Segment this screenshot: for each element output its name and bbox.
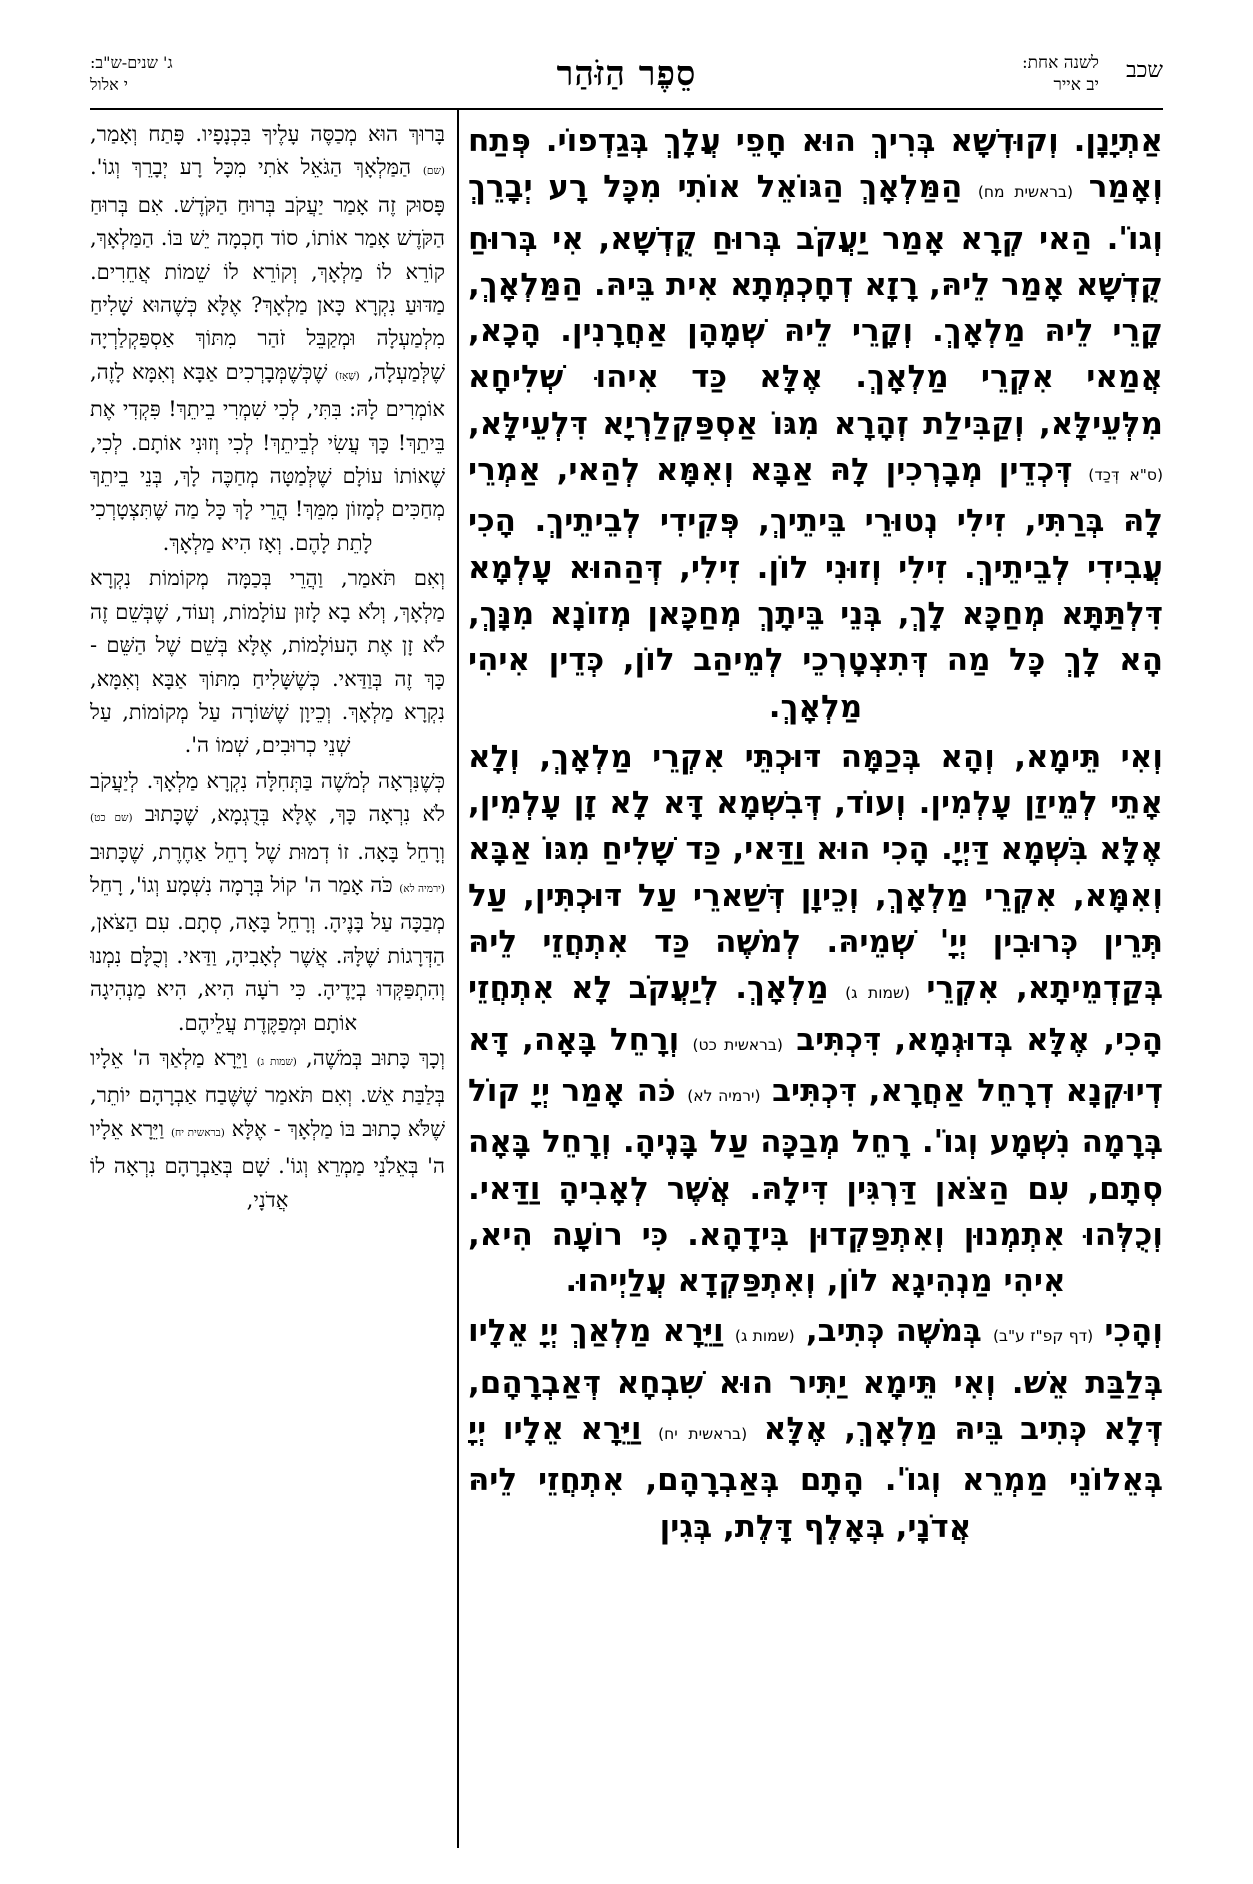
translation-text: בָּרוּךְ הוּא מְכַסֶּה עָלֶיךָ בִּכְנָפָיו. פָּתַח וְאָמַר, (90, 122, 445, 146)
main-text: וְהָכִי (1104, 1313, 1163, 1350)
main-paragraph-2 (468, 734, 1163, 1305)
translation-text: וַיֵּרָא אֵלָיו ה' בְּאֵלֹנֵי מַמְרֵא וְגוֹ'. שָׁם בְּאַבְרָהָם נִרְאָה לוֹ אֲדֹנָי, (90, 1116, 445, 1212)
translation-text: וְרָחֵל בָּאָה. זוֹ דְמוּת שֶׁל רָחֵל אַחֶרֶת, שֶׁכָּתוּב (90, 839, 445, 864)
main-text: דְּכְדֵין מְבָרְכִין לָהּ אַבָּא וְאִמָּא לְהַאי, אַמְרֵי לָהּ בְּרַתִּי, זִילִי נְטוּרֵי בֵּיתֵיךְ, פְּקִידִי לְבֵיתֵיךְ. הָכִי עֲבִידִי לְבֵיתֵיךְ. זִילִי וְזוּנִי לוֹן. זִילִי, דְּהַהוּא עָלְמָא דִּלְתַּתָּא מְחַכָּא לָךְ, בְּנֵי בֵּיתָךְ מְחַכָּאן מְזוֹנָא מִנָּךְ, הָא לָךְ כָּל מַה דְּתִצְטָרְכֵי לְמֵיהַב לוֹן, כְּדֵין אִיהִי מַלְאָךְ. (468, 452, 1163, 725)
main-text: וְרָחֵל בָּאָה, דָּא דְיוּקְנָא דְרָחֵל אַחֲרָא, דִּכְתִּיב (468, 1021, 1163, 1109)
alt-reading-note: (שֶׁאָז) (334, 369, 360, 382)
schedule-left-line-2: י אלול (90, 75, 128, 94)
translation-text: כֹּה אָמַר ה' קוֹל בְּרָמָה נִשְׁמָע וְגוֹ', רָחֵל מְבַכָּה עַל בָּנֶיהָ. וְרָחֵל בָּאָה, סְתָם. עִם הַצֹּאן, הַדְּרָגוֹת שֶׁלָּהּ. אֲשֶׁר לְאָבִיהָ, וַדַּאי. וְכֻלָּם נִמְנוּ וְהִתְפַּקְּדוּ בְיָדֶיהָ. כִּי רֹעָה הִיא, הִיא מַנְהִיגָה אוֹתָם וּמְפַקֶּדֶת עֲלֵיהֶם. (90, 872, 445, 1035)
source-reference: (ירמיה לא) (399, 882, 445, 895)
source-reference: (בראשית מח) (977, 183, 1074, 202)
source-reference: (בראשית יח) (658, 1425, 748, 1444)
translation-text: וְאִם תֹּאמַר, וַהֲרֵי בְּכַמָּה מְקוֹמוֹת נִקְרָא מַלְאָךְ, וְלֹא בָא לָזוּן עוֹלָמוֹת, וְעוֹד, שֶׁבְּשֵׁם זֶה לֹא זָן אֶת הָעוֹלָמוֹת, אֶלָּא בְּשֵׁם שֶׁל הַשֵּׁם - כָּךְ זֶה בְּוַדַּאי. כְּשֶׁשָּׁלִיחַ מִתּוֹךְ אַבָּא וְאִמָּא, נִקְרָא מַלְאָךְ. וְכֵיוָן שֶׁשּׁוֹרָה עַל מְקוֹמוֹת, עַל שְׁנֵי כְרוּבִים, שְׁמוֹ ה'. (90, 566, 445, 758)
leaf-number: שכב (1126, 58, 1163, 83)
main-column (468, 118, 1163, 1848)
source-reference: (שמות ג) (734, 1327, 795, 1346)
schedule-left-line-1: ג' שנים-ש"ב: (90, 53, 173, 72)
main-text: מַלְאָךְ. לְיַעֲקֹב לָא אִתְחֲזֵי הָכִי, אֶלָּא בְּדוּגְמָא, דִּכְתִּיב (468, 970, 1163, 1058)
alt-reading-note: (ס"א דְּכַד) (1088, 466, 1163, 485)
main-text: וַיֵּרָא אֵלָיו יְיָ בְּאֵלוֹנֵי מַמְרֵא וְגוֹ'. הָתָם בְּאַבְרָהָם, אִתְחֲזֵי לֵיהּ אֲדֹנָי, בְּאָלֶף דָּלֶת, בְּגִין (468, 1411, 1163, 1545)
main-text: אַתְיָנָן. וְקוּדְשָׁא בְּרִיךְ הוּא חָפֵי עֲלָךְ בְּגַדְפוֹי. פְּתַח וְאָמַר (468, 123, 1163, 206)
schedule-right-line-2: יב אייר (1053, 75, 1099, 95)
main-text: כֹּה אָמַר יְיָ קוֹל בְּרָמָה נִשְׁמָע וְגוֹ'. רָחֵל מְבַכָּה עַל בָּנֶיהָ. וְרָחֵל בָּאָה סְתָם, עִם הַצֹּאן דַּרְגִּין דִּילָהּ. אֲשֶׁר לְאָבִיהָ וַדַּאי. וְכֻלְּהוּ אִתְמְנוּן וְאִתְפַּקְדוּן בִּידָהָא. כִּי רוֹעָה הִיא, אִיהִי מַנְהִיגָא לוֹן, וְאִתְפַּקְדָא עֲלַיְיהוּ. (468, 1072, 1163, 1300)
book-title: סֵפֶר הַזֹּהַר (556, 54, 697, 94)
main-text: וְאִי תֵּימָא, וְהָא בְּכַמָּה דּוּכְתֵּי אִקְרֵי מַלְאָךְ, וְלָא אָתֵי לְמֵיזַן עָלְמִין. וְעוֹד, דְּבִשְׁמָא דָּא לָא זָן עָלְמִין, אֶלָּא בִּשְׁמָא דַּיְיָ. הָכִי הוּא וַדַּאי, כַּד שָׁלִיחַ מִגּוֹ אַבָּא וְאִמָּא, אִקְרֵי מַלְאָךְ, וְכֵיוָן דְּשַׁארֵי עַל דּוּכְתִּין, עַל תְּרֵין כְּרוּבִין יְיָ' שְׁמֵיהּ. לְמֹשֶׁה כַּד אִתְחֲזֵי לֵיהּ בְּקַדְמֵיתָא, אִקְרֵי (468, 738, 1163, 1007)
source-reference: (בראשית כט) (692, 1035, 783, 1054)
source-reference: (שם) (422, 165, 445, 178)
main-paragraph-1 (468, 118, 1163, 730)
page-header (90, 52, 1163, 108)
main-text: בְּמֹשֶׁה כְּתִיב, (805, 1313, 982, 1350)
source-reference: (שמות ג) (845, 984, 911, 1003)
translation-text: כְּשֶׁנִּרְאָה לְמֹשֶׁה בַּתְּחִלָּה נִקְרָא מַלְאָךְ. לְיַעֲקֹב לֹא נִרְאָה כָּךְ, אֶלָּא בְּדֻגְמָא, שֶׁכָּתוּב (90, 768, 445, 827)
main-text: וַיֵּרָא מַלְאַךְ יְיָ אֵלָיו בְּלַבַּת אֵשׁ. וְאִי תֵּימָא יַתִּיר הוּא שִׁבְחָא דְּאַבְרָהָם, דְּלָא כְּתִיב בֵּיהּ מַלְאָךְ, אֶלָּא (468, 1313, 1163, 1448)
schedule-right-line-1: לשנה אחת: (1021, 53, 1099, 73)
side-paragraph-2 (90, 562, 445, 762)
header-rule (90, 108, 1163, 110)
source-reference: (שמות ג) (256, 1055, 297, 1068)
source-reference: (שם כט) (90, 812, 133, 825)
column-divider (457, 110, 459, 1848)
translation-text: שֶׁכְּשֶׁמְּבָרְכִים אַבָּא וְאִמָּא לָזֶה, אוֹמְרִים לָהּ: בִּתִּי, לְכִי שִׁמְרִי בֵיתֵךְ! פִּקְדִי אֶת בֵּיתֵךְ! כָּךְ עֲשִׂי לְבֵיתֵךְ! לְכִי וְזוּנִי אוֹתָם. לְכִי, שֶׁאוֹתוֹ עוֹלָם שֶׁלְּמַטָּה מְחַכֶּה לָךְ, בְּנֵי בֵיתֵךְ מְחַכִּים לְמָזוֹן מִמֵּךְ! הֲרֵי לָךְ כָּל מַה שֶּׁתִּצְטָרְכִי לָתֵת לָהֶם. וְאָז הִיא מַלְאָךְ. (90, 359, 445, 555)
translation-text: וְכָךְ כָּתוּב בְּמֹשֶׁה, (306, 1045, 445, 1070)
side-paragraph-1 (90, 118, 445, 560)
main-paragraph-3 (468, 1308, 1163, 1549)
translation-column (90, 118, 445, 1848)
page-reference: (דף קפ"ז ע"ב) (993, 1327, 1094, 1346)
source-reference: (ירמיה לא) (687, 1086, 761, 1105)
translation-text: וַיֵּרָא מַלְאַךְ ה' אֵלָיו בְּלַבַּת אֵשׁ. וְאִם תֹּאמַר שֶׁשֶּׁבַח אַבְרָהָם יוֹתֵר, שֶׁלֹּא כָתוּב בּוֹ מַלְאָךְ - אֶלָּא (90, 1045, 445, 1141)
side-paragraph-3 (90, 765, 445, 1040)
source-reference: (בראשית יח) (170, 1126, 225, 1139)
side-paragraph-4 (90, 1042, 445, 1217)
schedule-left (90, 52, 173, 96)
translation-text: הַמַּלְאָךְ הַגֹּאֵל אֹתִי מִכָּל רָע יְבָרֵךְ וְגוֹ'. פָּסוּק זֶה אָמַר יַעֲקֹב בְּרוּחַ הַקֹּדֶשׁ. אִם בְּרוּחַ הַקֹּדֶשׁ אָמַר אוֹתוֹ, סוֹד חָכְמָה יֵשׁ בּוֹ. הַמַּלְאָךְ, קוֹרֵא לוֹ מַלְאָךְ, וְקוֹרֵא לוֹ שֵׁמוֹת אֲחֵרִים. מַדּוּעַ נִקְרָא כָּאן מַלְאָךְ? אֶלָּא כְּשֶׁהוּא שָׁלִיחַ מִלְמַעְלָה וּמְקַבֵּל זֹהַר מִתּוֹךְ אַסְפַּקְלַרְיָה שֶׁלְּמַעְלָה, (90, 155, 445, 384)
main-text: הַמַּלְאָךְ הַגּוֹאֵל אוֹתִי מִכָּל רָע יְבָרֵךְ וְגוֹ'. הַאי קְרָא אָמַר יַעֲקֹב בְּרוּחַ קֻדְשָׁא, אִי בְּרוּחַ קֻדְשָׁא אָמַר לֵיהּ, רָזָא דְחָכְמְתָא אִית בֵּיהּ. הַמַּלְאָךְ, קָרֵי לֵיהּ מַלְאָךְ. וְקָרֵי לֵיהּ שְׁמָהָן אַחֲרָנִין. הָכָא, אֲמַאי אִקְרֵי מַלְאָךְ. אֶלָּא כַּד אִיהוּ שְׁלִיחָא מִלְּעֵילָּא, וְקַבִּילַת זְהָרָא מִגּוֹ אַסְפַּקְלַרְיָא דִּלְעֵילָּא, (468, 169, 1163, 442)
